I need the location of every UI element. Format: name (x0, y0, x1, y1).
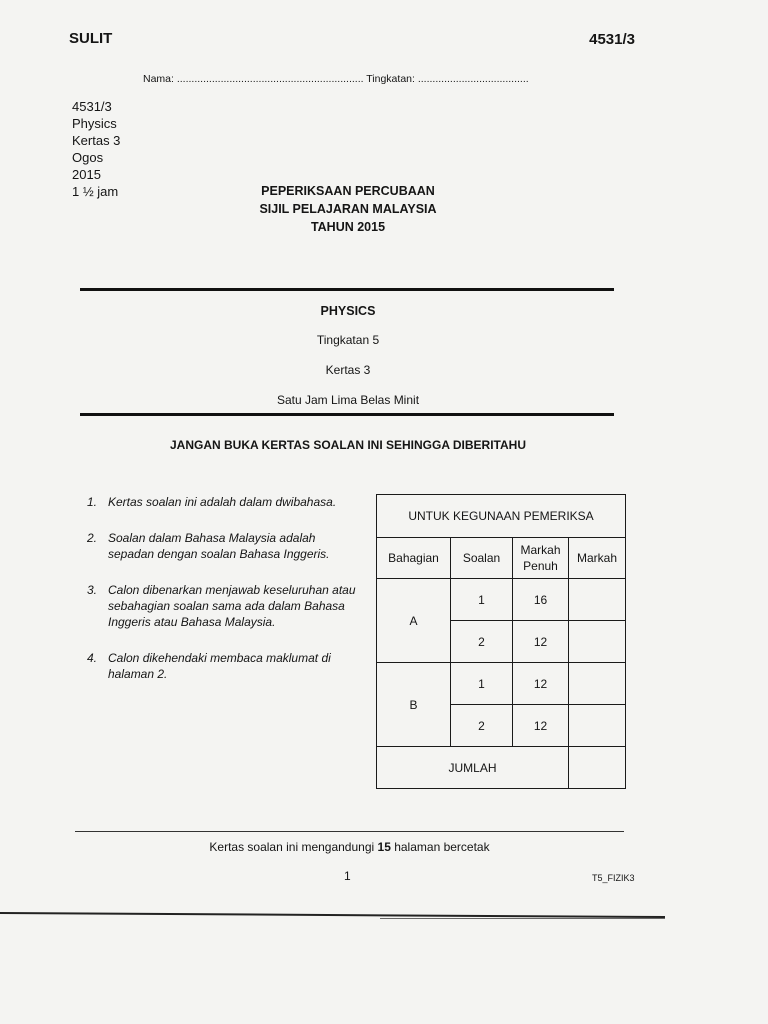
section-b-label: B (377, 663, 451, 747)
meta-code: 4531/3 (72, 99, 112, 114)
subject-paper: Kertas 3 (325, 363, 371, 377)
paper-code: 4531/3 (589, 31, 635, 48)
exam-title-line2: SIJIL PELAJARAN MALAYSIA (259, 202, 437, 216)
meta-year: 2015 (72, 167, 101, 182)
instruction-text: Calon dibenarkan menjawab keseluruhan atau sebahagian soalan sama ada dalam Bahasa Inggeris atau Bahasa Malaysia. (108, 583, 356, 629)
instruction-text: Calon dikehendaki membaca maklumat di halaman 2. (108, 651, 331, 681)
jumlah-markah-cell[interactable] (569, 747, 626, 789)
exam-title (198, 182, 498, 236)
subject-name: PHYSICS (320, 304, 376, 318)
page-count-text (75, 840, 624, 854)
header-bahagian: Bahagian (377, 538, 451, 579)
footer-code: T5_FIZIK3 (592, 873, 635, 883)
soalan-cell: 1 (451, 579, 513, 621)
page-number: 1 (344, 869, 351, 883)
markah-penuh-cell: 12 (513, 663, 569, 705)
soalan-cell: 1 (451, 663, 513, 705)
scan-edge-line-faint (380, 918, 665, 919)
soalan-cell: 2 (451, 705, 513, 747)
top-rule (80, 288, 614, 291)
middle-rule (80, 413, 614, 416)
examiner-table (376, 494, 626, 789)
meta-paper: Kertas 3 (72, 133, 121, 148)
table-row (377, 579, 626, 621)
markah-penuh-cell: 12 (513, 621, 569, 663)
markah-cell[interactable] (569, 705, 626, 747)
markah-cell[interactable] (569, 579, 626, 621)
exam-title-line1: PEPERIKSAAN PERCUBAAN (261, 184, 435, 198)
instruction-number: 2. (87, 531, 98, 545)
header-soalan: Soalan (451, 538, 513, 579)
table-row (377, 663, 626, 705)
section-a-label: A (377, 579, 451, 663)
markah-penuh-cell: 12 (513, 705, 569, 747)
instruction-number: 3. (87, 583, 98, 597)
soalan-cell: 2 (451, 621, 513, 663)
instruction-4 (87, 650, 367, 684)
instruction-text: Soalan dalam Bahasa Malaysia adalah sepadan dengan soalan Bahasa Inggeris. (108, 531, 330, 561)
footer-rule (75, 831, 624, 832)
sulit-label: SULIT (69, 30, 113, 47)
instruction-2 (87, 530, 367, 564)
instruction-number: 4. (87, 651, 98, 665)
warning-text: JANGAN BUKA KERTAS SOALAN INI SEHINGGA DIBERITAHU (169, 438, 526, 452)
name-line: Nama: ................................................................ Tingkatan: ...................................... (143, 73, 529, 85)
markah-cell[interactable] (569, 621, 626, 663)
examiner-table-title: UNTUK KEGUNAAN PEMERIKSA (377, 495, 626, 538)
page-count-number: 15 (377, 840, 391, 854)
subject-duration: Satu Jam Lima Belas Minit (276, 393, 420, 407)
markah-cell[interactable] (569, 663, 626, 705)
page-count-pre: Kertas soalan ini mengandungi (209, 840, 378, 854)
meta-duration: 1 ½ jam (72, 184, 119, 199)
subject-form: Tingkatan 5 (316, 333, 380, 347)
page-count-post: halaman bercetak (390, 840, 490, 854)
instruction-text: Kertas soalan ini adalah dalam dwibahasa. (108, 495, 337, 509)
header-markah: Markah (569, 538, 626, 579)
header-markah-penuh: Markah Penuh (513, 538, 569, 579)
markah-penuh-cell: 16 (513, 579, 569, 621)
exam-title-line3: TAHUN 2015 (310, 220, 386, 234)
meta-subject: Physics (72, 116, 117, 131)
instruction-number: 1. (87, 495, 98, 509)
meta-block (72, 98, 120, 200)
instruction-3 (87, 582, 367, 634)
jumlah-label: JUMLAH (377, 747, 569, 789)
meta-month: Ogos (72, 150, 104, 165)
instruction-1 (87, 494, 367, 514)
